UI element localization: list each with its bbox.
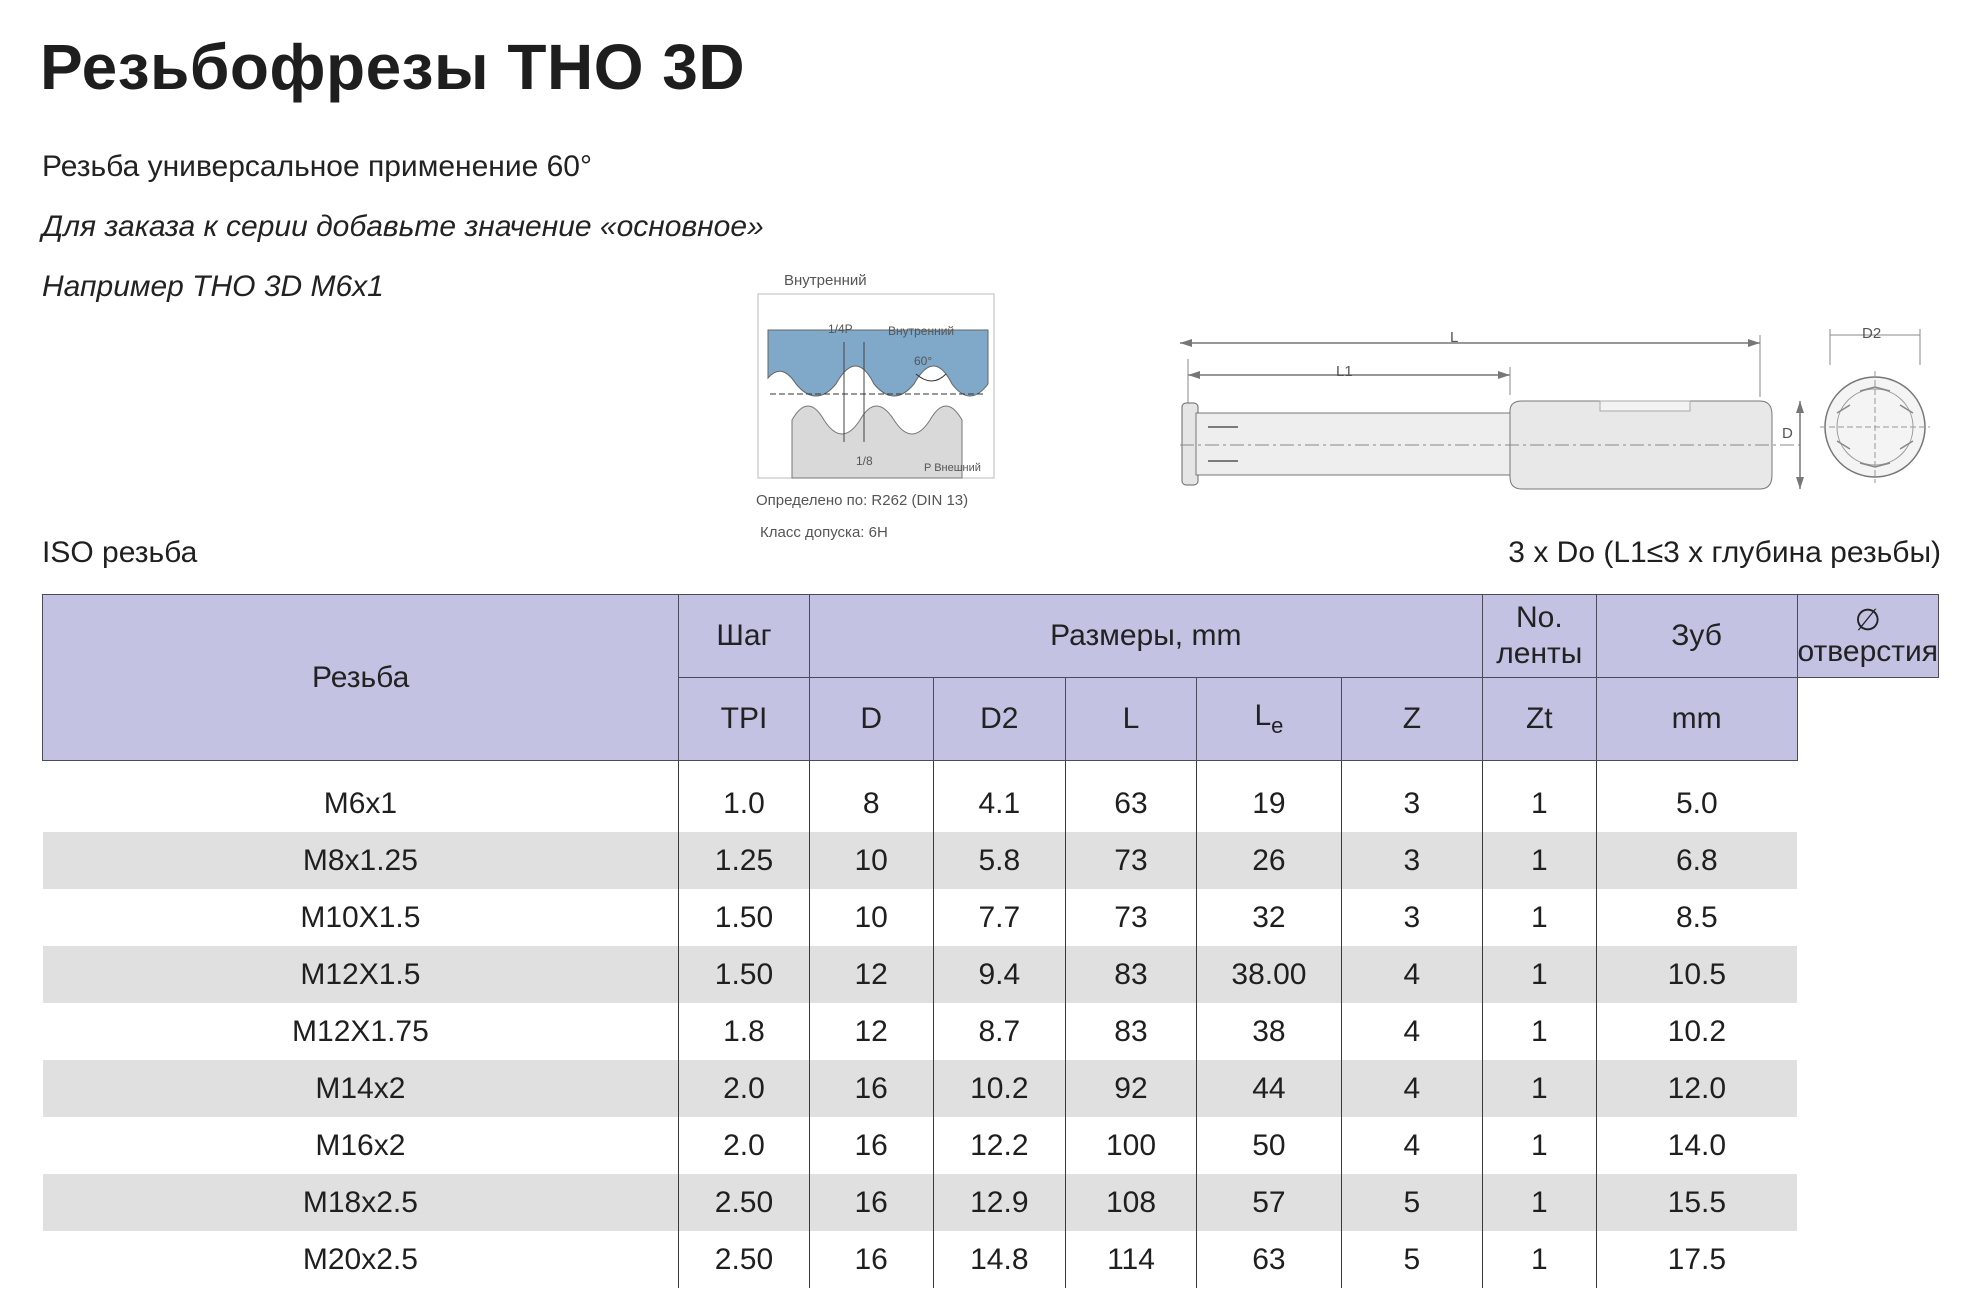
cell-pitch: 2.50: [679, 1231, 809, 1288]
cell-d: 10: [809, 889, 933, 946]
cell-hole: 8.5: [1596, 889, 1797, 946]
cell-le: 38.00: [1197, 946, 1342, 1003]
header-le: [1197, 678, 1342, 761]
cell-l: 114: [1065, 1231, 1196, 1288]
cell-hole: 6.8: [1596, 832, 1797, 889]
cell-l: 108: [1065, 1174, 1196, 1231]
cell-d2: 12.9: [933, 1174, 1065, 1231]
cell-thread: M14x2: [43, 1060, 679, 1117]
cell-d2: 12.2: [933, 1117, 1065, 1174]
cell-thread: M6x1: [323, 786, 398, 820]
cell-z: 3: [1341, 832, 1482, 889]
cell-d2: 7.7: [933, 889, 1065, 946]
cell-z: 5: [1341, 1231, 1482, 1288]
header-hole: ∅ отверстия: [1797, 595, 1938, 678]
cell-d: 8: [809, 761, 933, 833]
cell-pitch: 2.0: [679, 1117, 809, 1174]
thread-profile-diagram: [756, 268, 1016, 550]
cell-d2: 10.2: [933, 1060, 1065, 1117]
cell-d: 16: [809, 1174, 933, 1231]
cell-le: 57: [1197, 1174, 1342, 1231]
profile-tolerance: Класс допуска: 6H: [760, 524, 888, 541]
thread-type-label: ISO резьба: [42, 536, 198, 569]
cell-d: 16: [809, 1060, 933, 1117]
cell-le: 19: [1197, 761, 1342, 833]
cell-thread: M20x2.5: [302, 1242, 418, 1276]
table-row: [43, 832, 1939, 889]
header-le-main: L: [1254, 699, 1272, 732]
cell-thread: M8x1.25: [43, 832, 679, 889]
cell-l: 83: [1065, 1003, 1196, 1060]
profile-label-external: P Внешний: [924, 462, 981, 474]
cell-d: 16: [809, 1117, 933, 1174]
profile-label-pitch: 1/4P: [828, 322, 853, 336]
cell-d: 12: [809, 946, 933, 1003]
cell-pitch: 1.0: [679, 761, 809, 833]
cell-le: 38: [1197, 1003, 1342, 1060]
cell-zt: 1: [1482, 1174, 1596, 1231]
cutter-svg: [1160, 325, 1940, 495]
header-d: D: [809, 678, 933, 761]
spec-table-body: [43, 761, 1939, 1289]
table-row: [43, 1117, 1939, 1174]
cell-z: 5: [1341, 1174, 1482, 1231]
cell-pitch: 2.0: [679, 1060, 809, 1117]
cell-zt: 1: [1482, 1117, 1596, 1174]
profile-label-internal2: Внутренний: [888, 324, 955, 338]
cell-l: 83: [1065, 946, 1196, 1003]
table-row: [43, 1003, 1939, 1060]
cell-d2: 14.8: [933, 1231, 1065, 1288]
header-d2: D2: [933, 678, 1065, 761]
cell-thread: M12X1.75: [292, 1014, 429, 1048]
cell-le: 26: [1197, 832, 1342, 889]
header-pitch: Шаг: [679, 595, 809, 678]
cell-hole: 10.2: [1596, 1003, 1797, 1060]
order-note: Для заказа к серии добавьте значение «основное»: [42, 210, 764, 243]
cell-z: 3: [1341, 889, 1482, 946]
cell-z: 4: [1341, 1117, 1482, 1174]
profile-label-internal: Внутренний: [784, 272, 867, 289]
cell-pitch: 1.50: [679, 889, 809, 946]
cell-zt: 1: [1482, 1003, 1596, 1060]
cutter-label-D2: D2: [1862, 325, 1882, 342]
table-row: [43, 761, 1939, 833]
header-z: Z: [1341, 678, 1482, 761]
profile-label-eighth: 1/8: [856, 454, 873, 468]
cell-l: 73: [1065, 832, 1196, 889]
cell-d2: 8.7: [933, 1003, 1065, 1060]
header-flutes: No. ленты: [1482, 595, 1596, 678]
cell-thread: M12X1.5: [43, 946, 679, 1003]
cell-z: 4: [1341, 1003, 1482, 1060]
cell-d2: 5.8: [933, 832, 1065, 889]
cell-zt: 1: [1482, 761, 1596, 833]
cell-le: 50: [1197, 1117, 1342, 1174]
cutter-label-L1: L1: [1336, 363, 1353, 380]
table-row: [43, 1174, 1939, 1231]
table-row: [43, 889, 1939, 946]
cutting-mode-label: 3 x Do (L1≤3 x глубина резьбы): [1508, 536, 1941, 569]
header-mm: mm: [1596, 678, 1797, 761]
cell-hole: 15.5: [1596, 1174, 1797, 1231]
header-thread: Резьба: [43, 595, 679, 761]
profile-label-angle: 60°: [914, 354, 933, 368]
header-teeth: Зуб: [1596, 595, 1797, 678]
profile-defined-by: Определено по: R262 (DIN 13): [756, 492, 969, 509]
cell-z: 3: [1341, 761, 1482, 833]
cell-le: 63: [1197, 1231, 1342, 1288]
cutter-label-D: D: [1782, 425, 1793, 442]
cell-l: 100: [1065, 1117, 1196, 1174]
cell-hole: 10.5: [1596, 946, 1797, 1003]
cell-hole: 17.5: [1596, 1231, 1797, 1288]
cell-le: 44: [1197, 1060, 1342, 1117]
cell-pitch: 1.25: [679, 832, 809, 889]
cell-thread: M10X1.5: [300, 900, 421, 934]
cell-hole: 14.0: [1596, 1117, 1797, 1174]
cell-d: 16: [809, 1231, 933, 1288]
page-title: Резьбофрезы THO 3D: [40, 31, 746, 103]
table-row: [43, 1060, 1939, 1117]
application-text: Резьба универсальное применение 60°: [42, 150, 592, 183]
cell-d: 10: [809, 832, 933, 889]
cell-zt: 1: [1482, 1231, 1596, 1288]
cell-l: 92: [1065, 1060, 1196, 1117]
cell-zt: 1: [1482, 1060, 1596, 1117]
cell-pitch: 1.8: [679, 1003, 809, 1060]
header-le-sub: e: [1271, 713, 1284, 738]
header-tpi: TPI: [679, 678, 809, 761]
header-dimensions: Размеры, mm: [809, 595, 1482, 678]
cell-z: 4: [1341, 946, 1482, 1003]
cutter-label-L: L: [1450, 329, 1459, 346]
cell-zt: 1: [1482, 832, 1596, 889]
spec-table: [42, 594, 1939, 1288]
cell-zt: 1: [1482, 946, 1596, 1003]
cell-pitch: 1.50: [679, 946, 809, 1003]
cell-d2: 9.4: [933, 946, 1065, 1003]
cell-l: 73: [1065, 889, 1196, 946]
cutter-diagram: [1160, 325, 1940, 495]
header-zt: Zt: [1482, 678, 1596, 761]
header-l: L: [1065, 678, 1196, 761]
cell-hole: 12.0: [1596, 1060, 1797, 1117]
cell-thread: M16x2: [315, 1128, 406, 1162]
cell-le: 32: [1197, 889, 1342, 946]
cell-thread: M18x2.5: [43, 1174, 679, 1231]
cell-d: 12: [809, 1003, 933, 1060]
order-example: Например THO 3D M6x1: [42, 270, 384, 303]
cell-zt: 1: [1482, 889, 1596, 946]
cell-z: 4: [1341, 1060, 1482, 1117]
cell-d2: 4.1: [933, 761, 1065, 833]
cell-pitch: 2.50: [679, 1174, 809, 1231]
cell-l: 63: [1065, 761, 1196, 833]
table-row: [43, 1231, 1939, 1288]
cell-hole: 5.0: [1596, 761, 1797, 833]
table-row: [43, 946, 1939, 1003]
